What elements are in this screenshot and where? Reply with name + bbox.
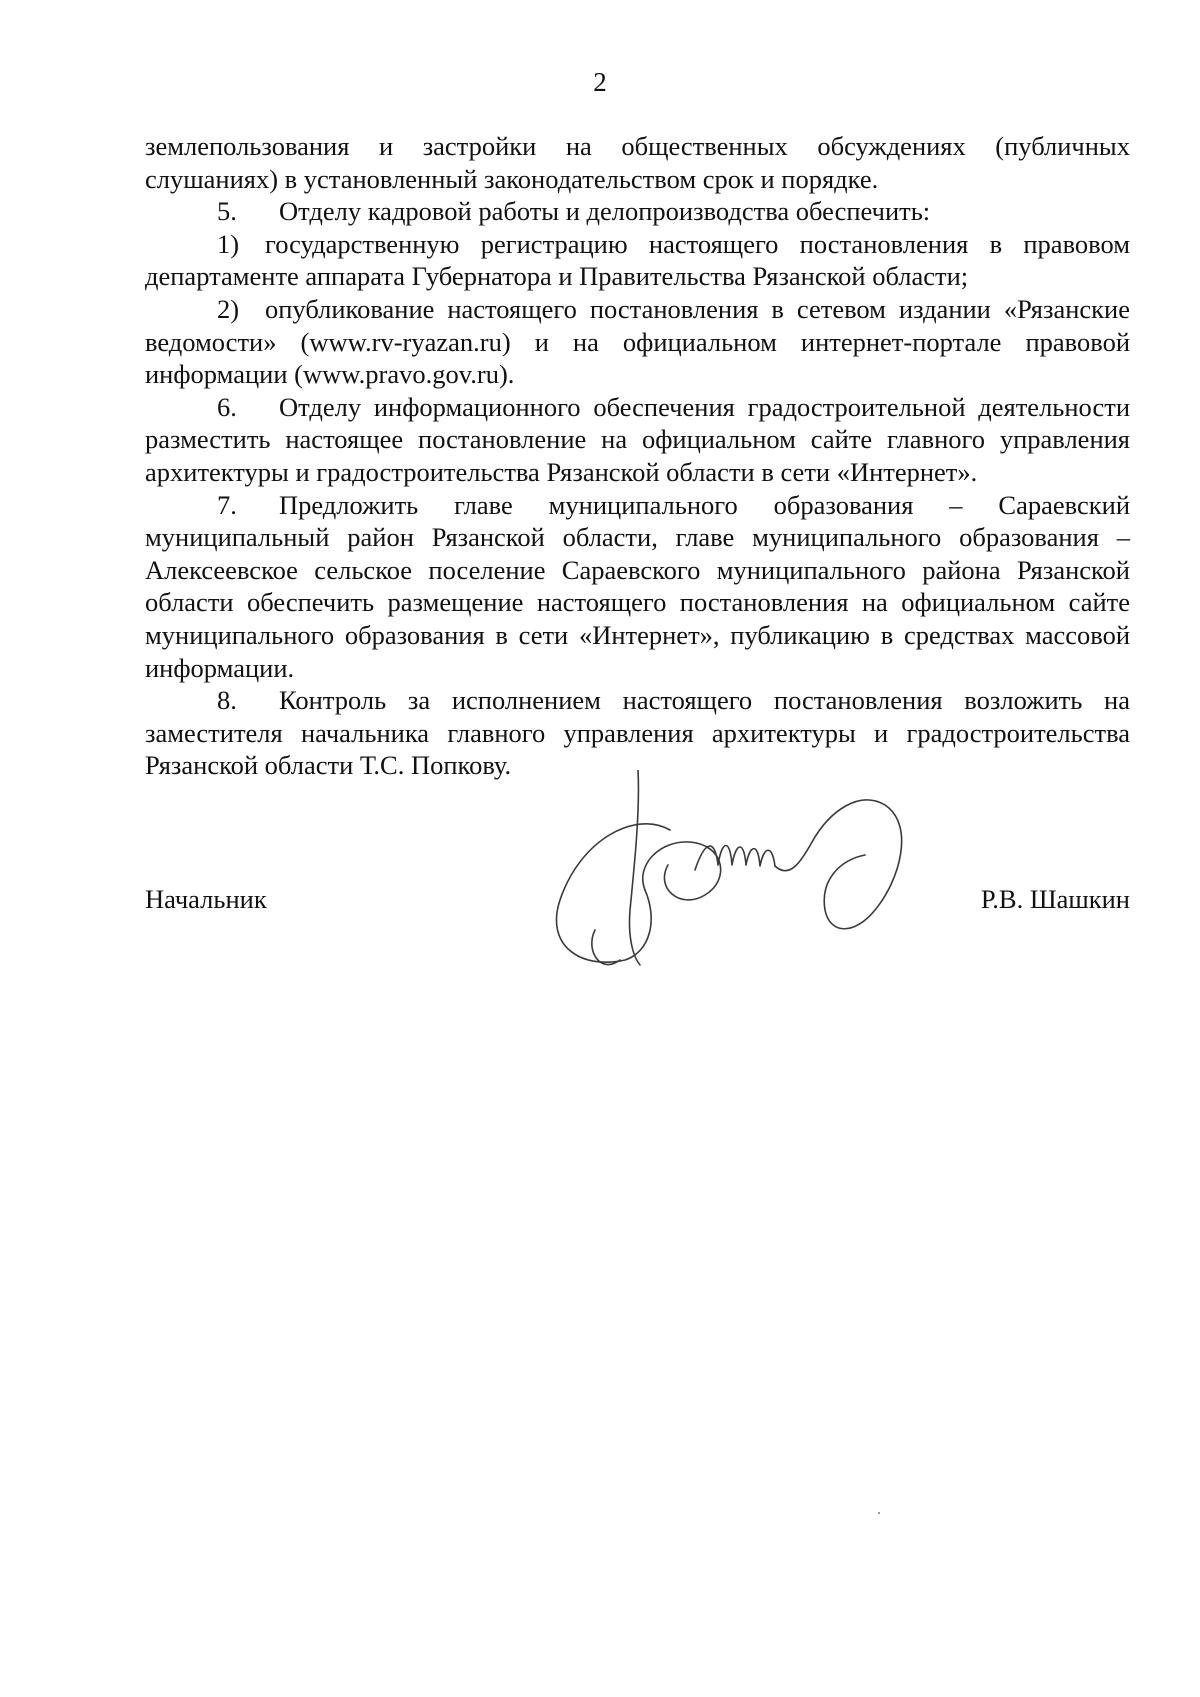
- paragraph-5-1-number: 1): [217, 228, 240, 259]
- paragraph-5-2-number: 2): [217, 293, 240, 324]
- paragraph-7-text: Предложить главе муниципального образования – Сараевский муниципальный район Рязанской области, главе муниципального образования – Алексеевское сельское поселение Сараевского муниципального района Рязанской области обеспечить размещение настоящего постановления на официальном сайте муниципального образования в сети «Интернет», публикацию в средствах массовой информации.: [145, 489, 1130, 683]
- paragraph-7-number: 7.: [217, 489, 237, 520]
- paragraph-6-number: 6.: [217, 391, 237, 422]
- handwritten-signature: [540, 770, 940, 1010]
- paragraph-6-text: Отделу информационного обеспечения градостроительной деятельности разместить настоящее постановление на официальном сайте главного управления архитектуры и градостроительства Рязанской области в сети «Интернет».: [145, 391, 1130, 487]
- signer-position: Начальник: [145, 884, 267, 914]
- paragraph-7: [145, 489, 1130, 685]
- signer-name: Р.В. Шашкин: [980, 884, 1130, 914]
- scan-speck: [878, 1512, 880, 1514]
- paragraph-8-text: Контроль за исполнением настоящего постановления возложить на заместителя начальника главного управления архитектуры и градостроительства Рязанской области Т.С. Попкову.: [145, 685, 1130, 781]
- paragraph-5: [145, 195, 1130, 228]
- paragraph-5-1-text: государственную регистрацию настоящего постановления в правовом департаменте аппарата Губернатора и Правительства Рязанской области;: [145, 228, 1130, 292]
- paragraph-5-text: Отделу кадровой работы и делопроизводства обеспечить:: [279, 196, 931, 227]
- paragraph-8-number: 8.: [217, 685, 237, 716]
- document-body: [145, 130, 1130, 782]
- paragraph-6: [145, 391, 1130, 489]
- paragraph-5-2: [145, 293, 1130, 391]
- paragraph-5-number: 5.: [217, 196, 237, 227]
- page-number: 2: [593, 67, 607, 97]
- paragraph-8: [145, 684, 1130, 782]
- paragraph-5-2-text: опубликование настоящего постановления в сетевом издании «Рязанские ведомости» (www.rv-ryazan.ru) и на официальном интернет-портале правовой информации (www.pravo.gov.ru).: [145, 293, 1130, 390]
- paragraph-5-1: [145, 228, 1130, 293]
- paragraph-continuation: землепользования и застройки на общественных обсуждениях (публичных слушаниях) в установленный законодательством срок и порядке.: [145, 131, 1130, 194]
